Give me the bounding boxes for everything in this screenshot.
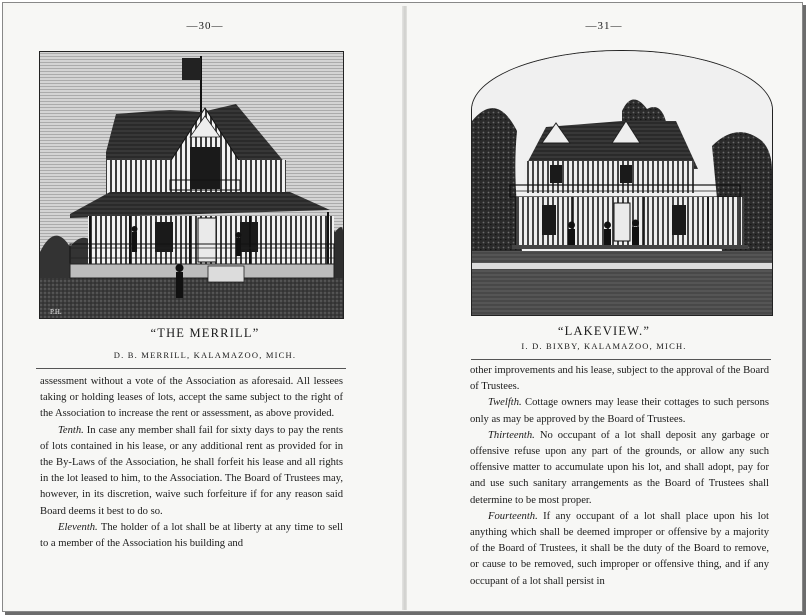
cottage-illustration bbox=[472, 51, 772, 315]
article-label: Tenth. bbox=[58, 424, 84, 436]
page-number: —31— bbox=[585, 20, 623, 32]
paragraph-text: If any occupant of a lot shall place upon his lot anything which shall be deemed improper or offensive by a majority of the Board of Trustees, it shall be the duty of the Board to remove, or cause to be removed, such improper or offensive thing, and if any occupant of a lot shall persist in bbox=[470, 510, 769, 587]
caption-title: “LAKEVIEW.” bbox=[557, 324, 651, 338]
plate-signature: P.H. bbox=[50, 308, 62, 316]
paragraph bbox=[40, 520, 343, 552]
page-number: —30— bbox=[186, 20, 224, 32]
caption-rule bbox=[36, 368, 346, 369]
caption-subtitle: I. D. BIXBY, KALAMAZOO, MICH. bbox=[521, 341, 687, 351]
caption-subtitle: D. B. MERRILL, KALAMAZOO, MICH. bbox=[113, 350, 297, 360]
merrill-cottage-engraving bbox=[39, 51, 344, 319]
paragraph bbox=[40, 374, 343, 423]
paragraph-text: The holder of a lot shall be at liberty at any time to sell to a member of the Association his building and bbox=[40, 521, 343, 550]
paragraph-text: other improvements and his lease, subject to the approval of the Board of Trustees. bbox=[470, 365, 769, 393]
paragraph-text: In case any member shall fail for sixty days to pay the rents of lots contained in his lease, or any additional rent as provided for in the By-Laws of the Association, he shall forfeit his lease and all rights in the lot leased to him, to the Association. The Board of Trustees may, however, in its discretion, waive such forfeiture if for any reason said Board deems it best to do so. bbox=[40, 424, 343, 517]
body-text bbox=[470, 363, 769, 590]
article-label: Twelfth. bbox=[488, 397, 522, 409]
article-label: Eleventh. bbox=[58, 521, 98, 533]
caption-title: “THE MERRILL” bbox=[150, 326, 260, 340]
paragraph bbox=[470, 395, 769, 427]
paragraph-text: assessment without a vote of the Association as aforesaid. All lessees taking or holding leases of lots, accept the same subject to the right of the Association to increase the rent or assessment, as above provided. bbox=[40, 376, 343, 420]
book-spread bbox=[2, 2, 803, 612]
paragraph bbox=[470, 428, 769, 509]
paragraph-text: Cottage owners may lease their cottages to such persons only as may be approved by the Board of Trustees. bbox=[470, 397, 769, 425]
lakeview-cottage-engraving bbox=[471, 50, 773, 316]
right-page bbox=[407, 6, 801, 610]
article-label: Fourteenth. bbox=[488, 510, 538, 522]
paragraph bbox=[470, 363, 769, 395]
cottage-illustration bbox=[40, 52, 343, 318]
paragraph bbox=[470, 509, 769, 590]
caption-rule bbox=[471, 359, 771, 360]
paragraph bbox=[40, 423, 343, 520]
left-page bbox=[6, 6, 404, 610]
paragraph-text: No occupant of a lot shall deposit any garbage or offensive refuse upon any part of the grounds, or allow any such offensive matter to accumulate upon his lot, and shall adopt, pay for and use such sanitary arrangements as the Board of Trustees shall determine to be most proper. bbox=[470, 429, 769, 506]
article-label: Thirteenth. bbox=[488, 429, 535, 441]
body-text bbox=[40, 374, 343, 552]
